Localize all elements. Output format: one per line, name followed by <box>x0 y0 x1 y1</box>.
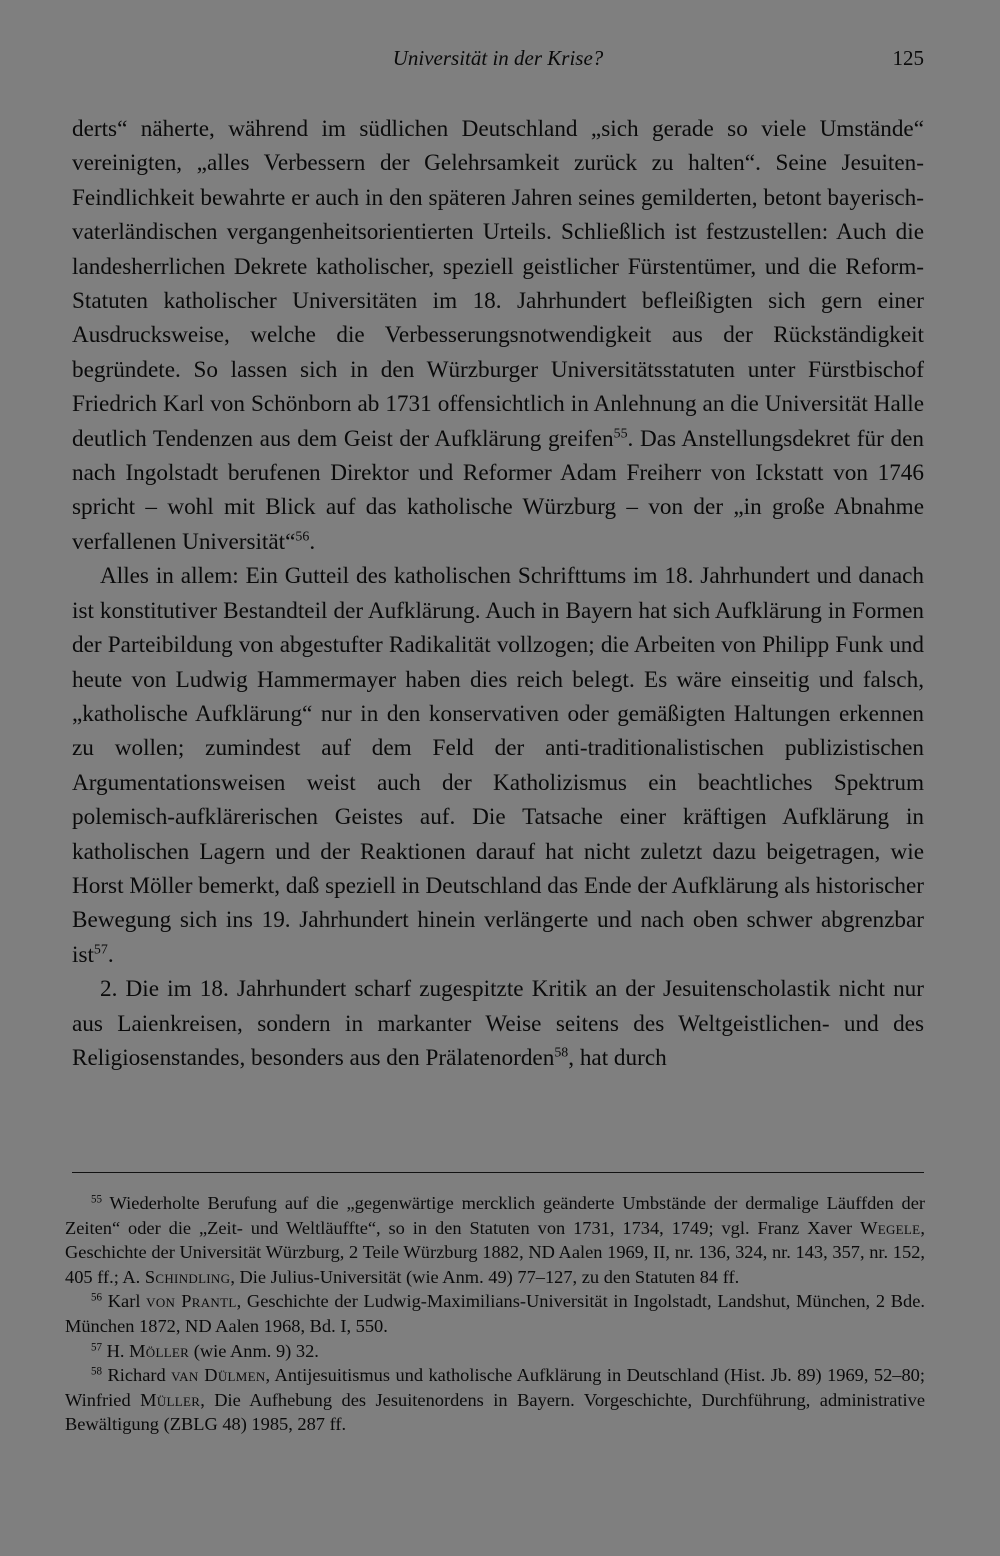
footnote-text: H. <box>102 1340 130 1361</box>
footnote-ref-55[interactable]: 55 <box>613 426 628 442</box>
text-run: Alles in allem: Ein Gutteil des katholischen Schrifttums im 18. Jahrhundert und danach ist konstitutiver Bestandteil der Aufklärung. Auch in Bayern hat sich Aufklärung in Formen der Parteibildung von abgestufter Radikalität vollzogen; die Arbeiten von Philipp Funk und heute von Ludwig Hammermayer haben dies reich belegt. Es wäre einseitig und falsch, „katholische Aufklärung“ nur in den konservativen oder gemäßigten Haltungen erkennen zu wollen; zumindest auf dem Feld der anti-traditionalistischen publizistischen Argumentationsweisen weist auch der Katholizismus ein beachtliches Spektrum polemisch-aufklärerischen Geistes auf. Die Tatsache einer kräftigen Aufklärung in katholischen Lagern und der Reaktionen darauf hat nicht zuletzt dazu beigetragen, wie Horst Möller bemerkt, daß speziell in Deutschland das Ende der Aufklärung als historischer Bewegung sich ins 19. Jahrhundert hinein verlängerte und nach oben schwer abgrenzbar ist <box>72 563 924 968</box>
text-run: . Das Anstellungsdekret für den nach Ingolstadt berufenen Direktor und Reformer Adam Freiherr von Ickstatt von 1746 spricht – wohl mit Blick auf das katholische Würzburg – von der „in große Abnahme verfallenen Universität“ <box>72 425 924 555</box>
main-text <box>72 112 924 1075</box>
footnote-ref-57[interactable]: 57 <box>93 942 108 958</box>
footnote-text: , Geschichte der Ludwig-Maximilians-Universität in Ingolstadt, Landshut, München, 2 Bde. München 1872, ND Aalen 1968, Bd. I, 550. <box>65 1291 925 1336</box>
footnote-57 <box>65 1339 925 1364</box>
text-run: derts“ näherte, während im südlichen Deutschland „sich gerade so viele Umstände“ vereinigten, „alles Verbessern der Gelehrsamkeit zurück zu halten“. Seine Jesuiten-Feindlichkeit bewahrte er auch in den späteren Jahren seines gemilderten, betont bayerisch-vaterländischen vergangenheitsorientierten Urteils. Schließlich ist festzustellen: Auch die landesherrlichen Dekrete katholischer, speziell geistlicher Fürstentümer, und die Reform-Statuten katholischer Universitäten im 18. Jahrhundert befleißigten sich gern einer Ausdrucksweise, welche die Verbesserungsnotwendigkeit aus der Rückständigkeit begründete. So lassen sich in den Würzburger Universitätsstatuten unter Fürstbischof Friedrich Karl von Schönborn ab 1731 offensichtlich in Anlehnung an die Universität Halle deutlich Tendenzen aus dem Geist der Aufklärung greifen <box>72 116 924 452</box>
author-name: Möller <box>129 1340 190 1361</box>
footnote-ref-56[interactable]: 56 <box>295 529 310 545</box>
paragraph-1 <box>72 112 924 559</box>
footnote-text: Wiederholte Berufung auf die „gegenwärtige mercklich geänderte Umbstände der dermalige Läuffden der Zeiten“ oder die „Zeit- und Weltläuffte“, so in den Statuten von 1731, 1734, 1749; vgl. Franz Xaver <box>65 1193 925 1238</box>
footnote-number: 57 <box>91 1340 103 1353</box>
footnote-text: , Antijesuitismus und katholische Aufklärung in Deutschland (Hist. Jb. 89) 1969, 52–80; Winfried <box>65 1365 925 1410</box>
footnote-number: 58 <box>91 1365 103 1378</box>
page-number: 125 <box>892 46 924 70</box>
footnote-text: , Die Julius-Universität (wie Anm. 49) 77–127, zu den Statuten 84 ff. <box>230 1266 740 1287</box>
footnote-number: 56 <box>91 1291 103 1304</box>
author-name: van Dülmen <box>171 1365 266 1386</box>
footnote-text: Richard <box>102 1365 172 1386</box>
footnote-56 <box>65 1289 925 1338</box>
text-run: , hat durch <box>568 1044 667 1071</box>
footnote-ref-58[interactable]: 58 <box>554 1045 569 1061</box>
text-run: . <box>309 528 316 555</box>
footnote-58 <box>65 1363 925 1437</box>
footnote-text: , Geschichte der Universität Würzburg, 2 Teile Würzburg 1882, ND Aalen 1969, II, nr. 136, 324, nr. 143, 357, nr. 152, 405 ff.; A. <box>65 1217 925 1287</box>
text-run: . <box>107 941 114 968</box>
text-run: 2. Die im 18. Jahrhundert scharf zugespitzte Kritik an der Jesuitenscholastik nicht nur aus Laienkreisen, sondern in markanter Weise seitens des Weltgeistlichen- und des Religiosenstandes, besonders aus den Prälatenorden <box>72 976 924 1071</box>
page-header <box>72 46 924 76</box>
author-name: Wegele <box>860 1217 921 1238</box>
author-name: Müller <box>140 1389 201 1410</box>
paragraph-3 <box>72 972 924 1075</box>
running-title: Universität in der Krise? <box>392 46 604 70</box>
author-name: Schindling <box>144 1266 231 1287</box>
footnote-text: , Die Aufhebung des Jesuitenordens in Bayern. Vorgeschichte, Durchführung, administrative Bewältigung (ZBLG 48) 1985, 287 ff. <box>65 1389 925 1435</box>
footnote-divider <box>72 1172 924 1173</box>
paragraph-2 <box>72 559 924 972</box>
footnote-text: (wie Anm. 9) 32. <box>189 1340 319 1361</box>
footnote-55 <box>65 1191 925 1289</box>
author-name: von Prantl <box>146 1291 237 1312</box>
footnote-text: Karl <box>102 1291 147 1312</box>
footnotes <box>65 1191 925 1437</box>
footnote-number: 55 <box>91 1193 103 1206</box>
